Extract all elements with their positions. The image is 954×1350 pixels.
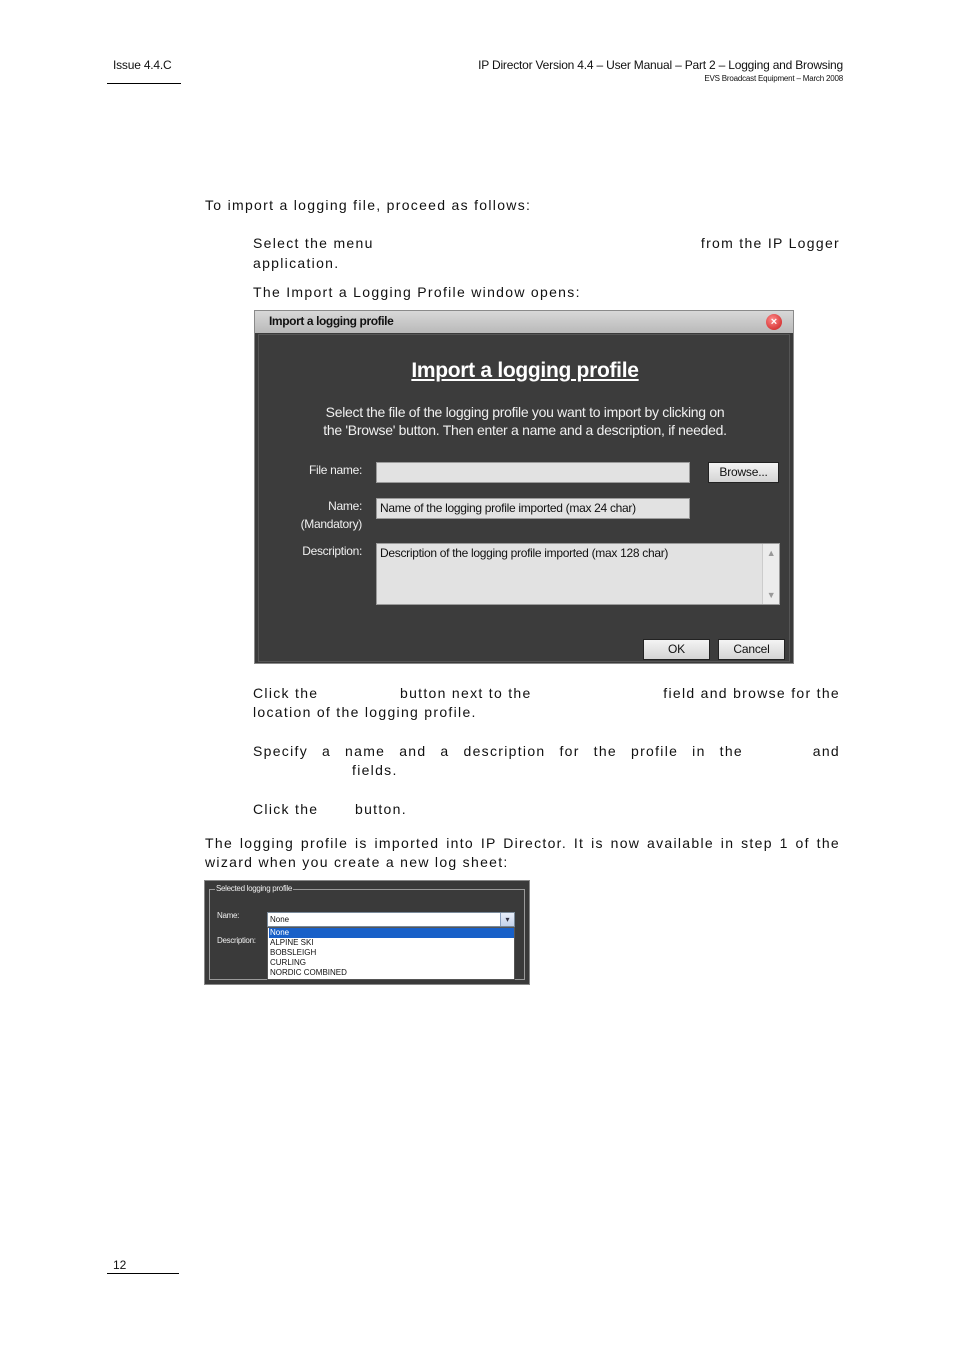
step2-text-d: location of the logging profile.: [253, 704, 477, 720]
dialog-instructions: [279, 403, 771, 439]
intro-text: To import a logging file, proceed as follows:: [205, 197, 532, 213]
scroll-up-icon[interactable]: ▲: [766, 548, 776, 558]
step4-text-a: Click the: [253, 801, 319, 817]
step2-text-c: field and browse for the: [663, 685, 840, 701]
dialog-body: [258, 334, 790, 662]
name-mandatory-label: (Mandatory): [300, 517, 362, 531]
document-title: IP Director Version 4.4 – User Manual – Part 2 – Logging and Browsing: [478, 58, 843, 72]
instruction-line-1: Select the file of the logging profile you want to import by clicking on: [325, 404, 725, 420]
close-icon[interactable]: ×: [766, 314, 782, 330]
conclusion-text-a: The logging profile is imported into IP Director. It is now available in step 1 of the: [205, 835, 840, 851]
list-item[interactable]: ALPINE SKI: [270, 938, 314, 947]
instruction-line-2: the 'Browse' button. Then enter a name and a description, if needed.: [323, 422, 727, 438]
list-item[interactable]: None: [269, 928, 514, 938]
profile-options-list: [267, 927, 515, 980]
footer-rule: [107, 1273, 179, 1274]
file-name-input[interactable]: [376, 462, 690, 483]
selected-profile-group: [209, 884, 525, 980]
dialog-heading: Import a logging profile: [411, 359, 639, 382]
description-scrollbar[interactable]: [762, 544, 779, 604]
browse-button[interactable]: Browse...: [708, 462, 779, 483]
list-item[interactable]: CURLING: [270, 958, 307, 967]
step4-text-b: button.: [355, 801, 407, 817]
step1-text-b: from the IP Logger: [700, 235, 840, 251]
ok-button[interactable]: OK: [643, 639, 710, 660]
dropdown-selected-value: None: [270, 915, 290, 924]
description-text: Description of the logging profile imported (max 128 char): [380, 546, 669, 560]
scroll-down-icon[interactable]: ▼: [766, 590, 776, 600]
group-title: Selected logging profile: [216, 884, 292, 893]
step3-text-c: fields.: [352, 762, 398, 778]
name-input[interactable]: Name of the logging profile imported (max 24 char): [376, 498, 690, 519]
chevron-down-icon[interactable]: ▾: [500, 913, 514, 926]
conclusion-text-b: wizard when you create a new log sheet:: [205, 854, 509, 870]
dialog-window-title: Import a logging profile: [269, 314, 394, 328]
list-item[interactable]: NORDIC COMBINED: [270, 968, 347, 977]
step3-text-a: Specify a name and a description for the profile in the: [253, 743, 743, 759]
document-subtitle: EVS Broadcast Equipment – March 2008: [704, 74, 843, 83]
profile-name-dropdown[interactable]: [267, 912, 515, 927]
description-textarea[interactable]: [376, 543, 780, 605]
cancel-button[interactable]: Cancel: [718, 639, 785, 660]
profile-name-label: Name:: [217, 911, 240, 920]
profile-description-label: Description:: [217, 936, 256, 945]
step1-text-a: Select the menu: [253, 235, 374, 251]
issue-label: Issue 4.4.C: [113, 58, 172, 72]
name-label: Name:: [328, 499, 362, 513]
step2-text-b: button next to the: [400, 685, 532, 701]
step3-text-b: and: [812, 743, 840, 759]
step1-text-c: application.: [253, 255, 340, 271]
header-rule: [107, 83, 181, 84]
step1-result: The Import a Logging Profile window opens:: [253, 284, 581, 300]
import-profile-dialog: [254, 310, 794, 664]
step2-text-a: Click the: [253, 685, 319, 701]
profile-selector-screenshot: [204, 880, 530, 985]
description-label: Description:: [302, 544, 362, 558]
list-item[interactable]: BOBSLEIGH: [270, 948, 317, 957]
dialog-title-bar: [255, 311, 793, 333]
file-name-label: File name:: [308, 463, 362, 477]
page-number: 12: [113, 1258, 127, 1272]
